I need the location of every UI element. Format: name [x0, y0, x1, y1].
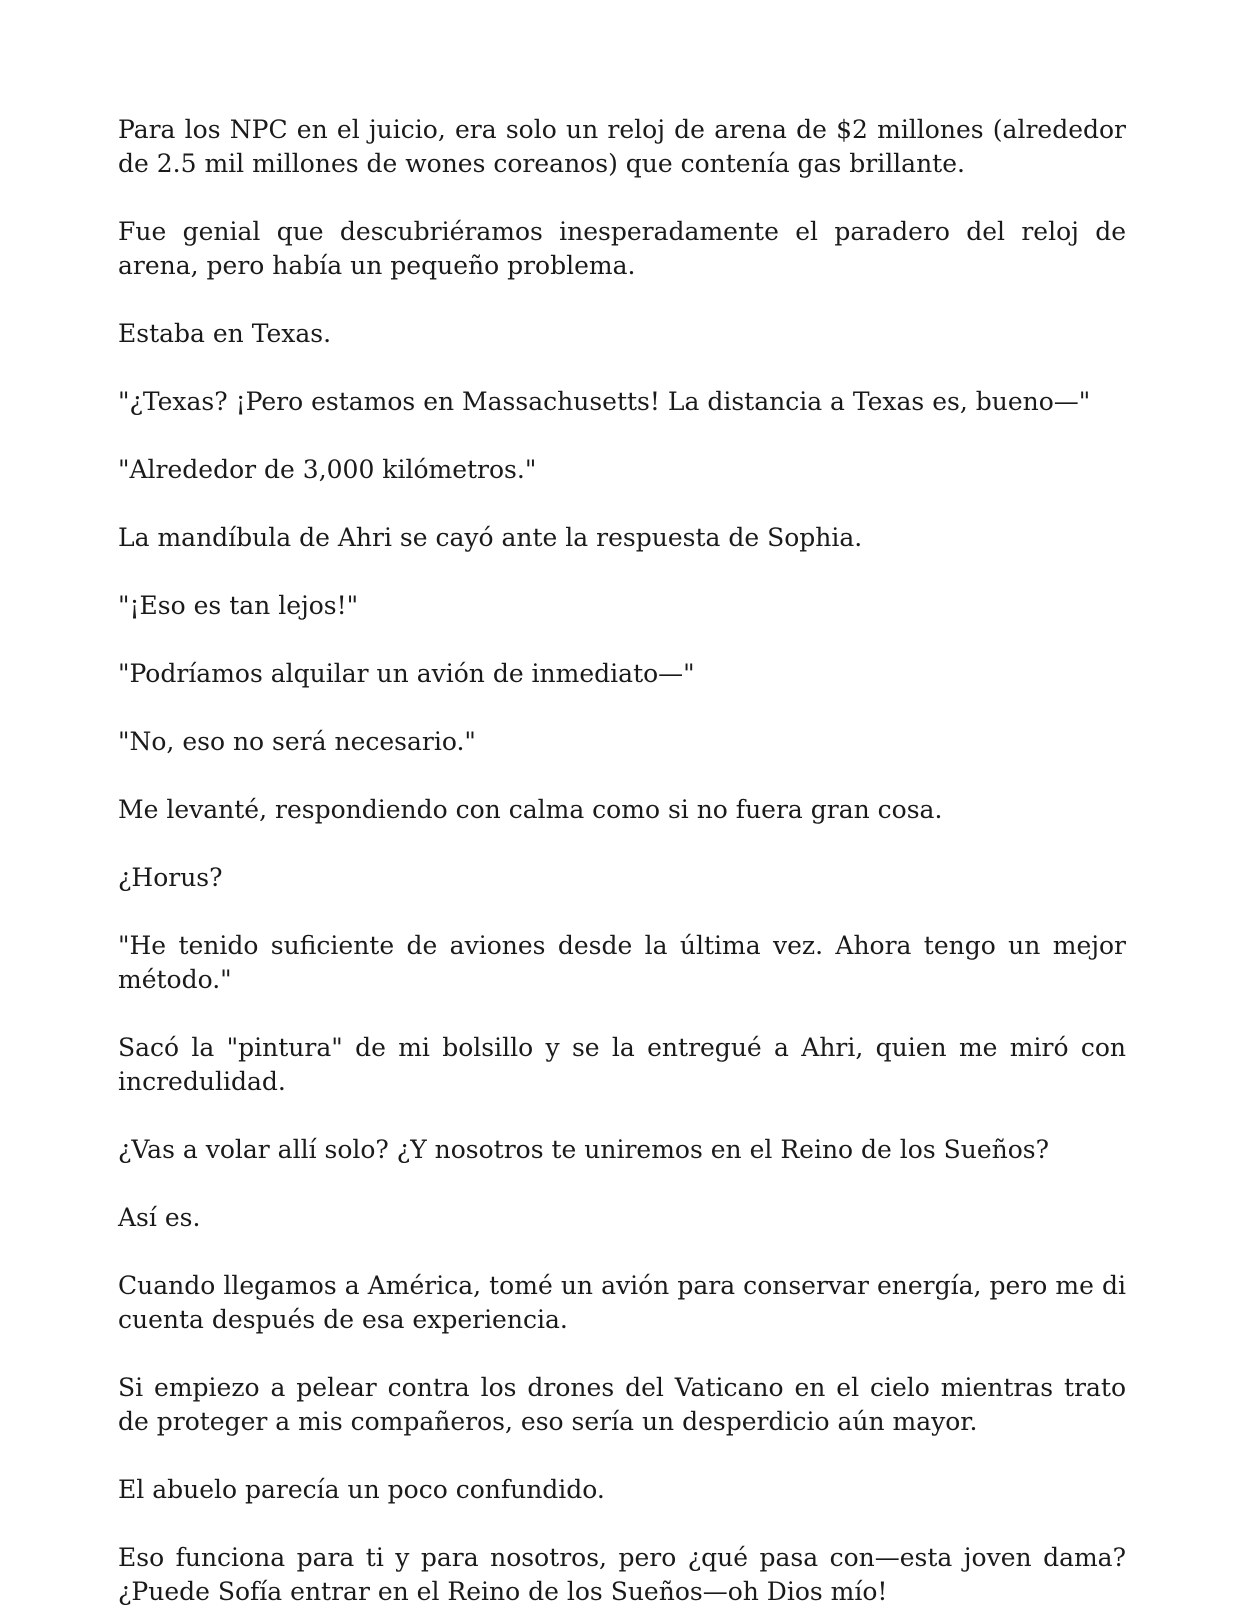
paragraph-8: "Podríamos alquilar un avión de inmediato—" [118, 659, 695, 688]
paragraph-2: Fue genial que descubriéramos inesperadamente el paradero del reloj de arena, pero había un pequeño problema. [118, 217, 1126, 280]
paragraph-3: Estaba en Texas. [118, 319, 332, 348]
paragraph-1: Para los NPC en el juicio, era solo un reloj de arena de $2 millones (alrededor de 2.5 mil millones de wones coreanos) que contenía gas brillante. [118, 115, 1126, 178]
paragraph-14: ¿Vas a volar allí solo? ¿Y nosotros te uniremos en el Reino de los Sueños? [118, 1135, 1050, 1164]
paragraph-7: "¡Eso es tan lejos!" [118, 591, 359, 620]
paragraph-18: El abuelo parecía un poco confundido. [118, 1475, 605, 1504]
paragraph-12: "He tenido suficiente de aviones desde la última vez. Ahora tengo un mejor método." [118, 931, 1126, 994]
paragraph-4: "¿Texas? ¡Pero estamos en Massachusetts! La distancia a Texas es, bueno—" [118, 387, 1091, 416]
paragraph-17: Si empiezo a pelear contra los drones del Vaticano en el cielo mientras trato de proteger a mis compañeros, eso sería un desperdicio aún mayor. [118, 1373, 1126, 1436]
paragraph-5: "Alrededor de 3,000 kilómetros." [118, 455, 537, 484]
paragraph-15: Así es. [118, 1203, 201, 1232]
paragraph-11: ¿Horus? [118, 863, 223, 892]
paragraph-16: Cuando llegamos a América, tomé un avión para conservar energía, pero me di cuenta después de esa experiencia. [118, 1271, 1126, 1334]
paragraph-10: Me levanté, respondiendo con calma como si no fuera gran cosa. [118, 795, 943, 824]
paragraph-9: "No, eso no será necesario." [118, 727, 476, 756]
document-body [118, 113, 1126, 1609]
paragraph-19: Eso funciona para ti y para nosotros, pero ¿qué pasa con—esta joven dama? ¿Puede Sofía entrar en el Reino de los Sueños—oh Dios mío! [118, 1543, 1126, 1606]
paragraph-13: Sacó la "pintura" de mi bolsillo y se la entregué a Ahri, quien me miró con incredulidad. [118, 1033, 1126, 1096]
paragraph-6: La mandíbula de Ahri se cayó ante la respuesta de Sophia. [118, 523, 863, 552]
